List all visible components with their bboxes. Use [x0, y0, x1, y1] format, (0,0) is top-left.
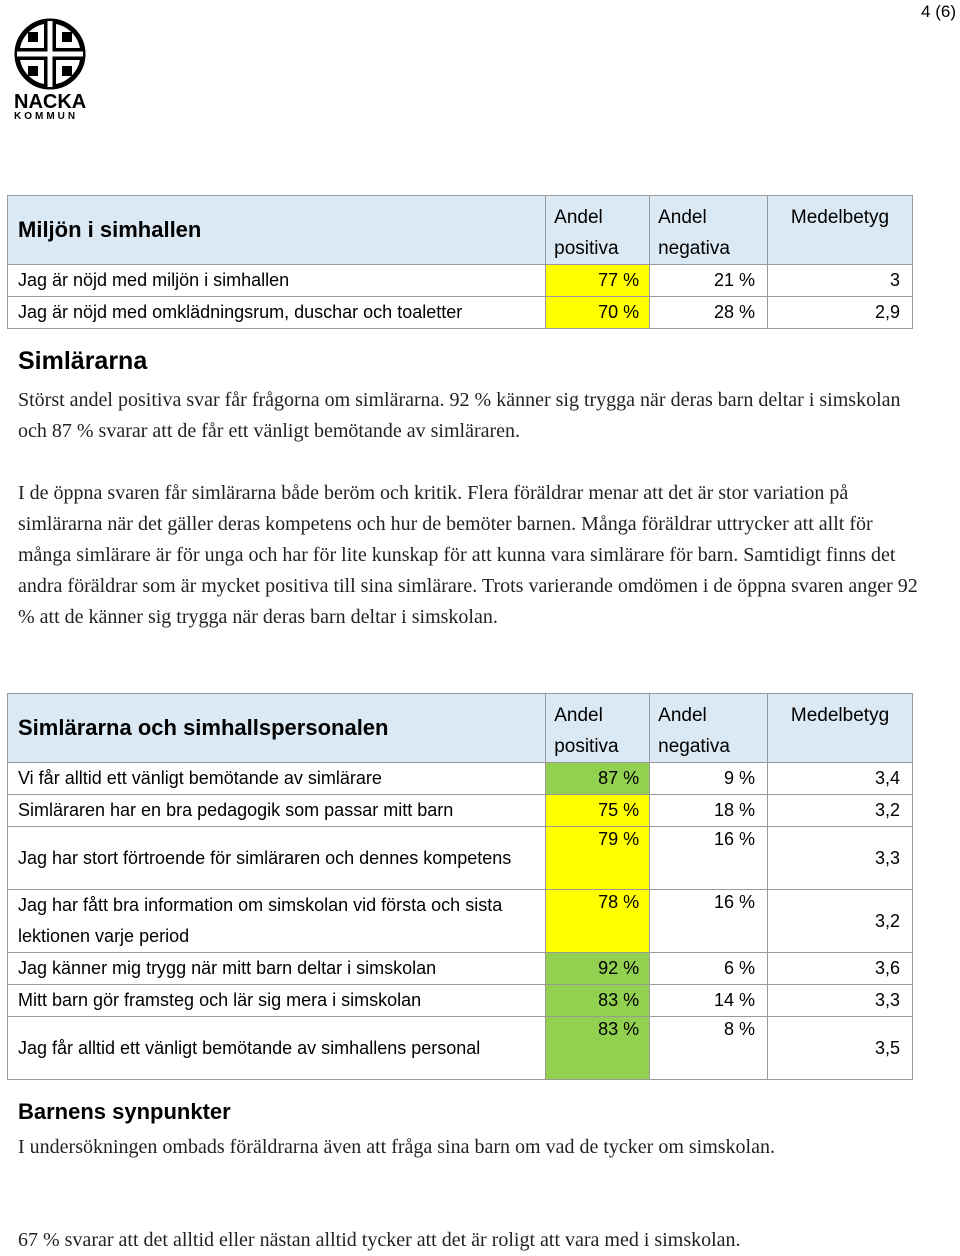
- table-title: Miljön i simhallen: [8, 196, 546, 265]
- question-cell: Jag är nöjd med omklädningsrum, duschar och toaletter: [8, 297, 546, 329]
- environment-table: [7, 195, 913, 329]
- teachers-table: [7, 693, 913, 1080]
- logo-name: NACKA: [14, 91, 87, 113]
- section-title: Simlärarna: [18, 347, 148, 375]
- table-row: [8, 763, 913, 795]
- negative-share-cell: 18 %: [650, 795, 768, 827]
- average-rating-cell: 3: [768, 265, 913, 297]
- col-negative-header: Andel negativa: [650, 196, 768, 265]
- question-cell: Jag får alltid ett vänligt bemötande av simhallens personal: [8, 1017, 546, 1080]
- negative-share-cell: 28 %: [650, 297, 768, 329]
- paragraph: I undersökningen ombads föräldrarna även att fråga sina barn om vad de tycker om simskolan.: [18, 1136, 775, 1158]
- positive-share-cell: 79 %: [546, 827, 650, 890]
- positive-share-cell: 87 %: [546, 763, 650, 795]
- page-number: 4 (6): [921, 2, 956, 21]
- average-rating-cell: 3,4: [768, 763, 913, 795]
- positive-share-cell: 92 %: [546, 953, 650, 985]
- negative-share-cell: 8 %: [650, 1017, 768, 1080]
- nacka-logo: [14, 18, 92, 122]
- negative-share-cell: 14 %: [650, 985, 768, 1017]
- table-header: [8, 196, 913, 265]
- positive-share-cell: 77 %: [546, 265, 650, 297]
- negative-share-cell: 9 %: [650, 763, 768, 795]
- positive-share-cell: 83 %: [546, 985, 650, 1017]
- average-rating-cell: 3,6: [768, 953, 913, 985]
- average-rating-cell: 3,5: [768, 1017, 913, 1080]
- question-cell: Jag har fått bra information om simskolan vid första och sista lektionen varje period: [8, 890, 546, 953]
- positive-share-cell: 70 %: [546, 297, 650, 329]
- negative-share-cell: 16 %: [650, 890, 768, 953]
- table-row: [8, 265, 913, 297]
- table-row: [8, 795, 913, 827]
- col-negative-header: Andel negativa: [650, 694, 768, 763]
- col-average-header: Medelbetyg: [768, 196, 913, 265]
- table-row: [8, 890, 913, 953]
- nacka-emblem-icon: [14, 18, 86, 90]
- logo-subtitle: KOMMUN: [14, 111, 79, 122]
- question-cell: Mitt barn gör framsteg och lär sig mera i simskolan: [8, 985, 546, 1017]
- paragraph: I de öppna svaren får simlärarna både beröm och kritik. Flera föräldrar menar att det är stor variation på simlärarna när det gäller deras kompetens och hur de bemöter barnen. Många föräldrar uttrycker att allt för många simlärare är för unga och har för lite kunskap för att kunna vara simlärare för barn. Samtidigt finns det andra föräldrar som är mycket positiva till sina simlärare. Trots varierande omdömen i de öppna svaren anger 92 % att de känner sig trygga när deras barn deltar i simskolan.: [18, 482, 918, 628]
- table-row: [8, 1017, 913, 1080]
- question-cell: Jag känner mig trygg när mitt barn deltar i simskolan: [8, 953, 546, 985]
- average-rating-cell: 3,3: [768, 985, 913, 1017]
- table-header: [8, 694, 913, 763]
- negative-share-cell: 21 %: [650, 265, 768, 297]
- table-row: [8, 297, 913, 329]
- positive-share-cell: 83 %: [546, 1017, 650, 1080]
- negative-share-cell: 16 %: [650, 827, 768, 890]
- question-cell: Jag är nöjd med miljön i simhallen: [8, 265, 546, 297]
- negative-share-cell: 6 %: [650, 953, 768, 985]
- average-rating-cell: 3,2: [768, 890, 913, 953]
- section-title: Barnens synpunkter: [18, 1099, 231, 1124]
- average-rating-cell: 3,2: [768, 795, 913, 827]
- average-rating-cell: 3,3: [768, 827, 913, 890]
- average-rating-cell: 2,9: [768, 297, 913, 329]
- col-positive-header: Andel positiva: [546, 694, 650, 763]
- table-title: Simlärarna och simhallspersonalen: [8, 694, 546, 763]
- paragraph: Störst andel positiva svar får frågorna om simlärarna. 92 % känner sig trygga när deras barn deltar i simskolan och 87 % svarar att de får ett vänligt bemötande av simläraren.: [18, 389, 901, 442]
- table-row: [8, 827, 913, 890]
- table-row: [8, 985, 913, 1017]
- paragraph: 67 % svarar att det alltid eller nästan alltid tycker att det är roligt att vara med i simskolan.: [18, 1229, 741, 1251]
- question-cell: Vi får alltid ett vänligt bemötande av simlärare: [8, 763, 546, 795]
- question-cell: Simläraren har en bra pedagogik som passar mitt barn: [8, 795, 546, 827]
- positive-share-cell: 75 %: [546, 795, 650, 827]
- col-average-header: Medelbetyg: [768, 694, 913, 763]
- positive-share-cell: 78 %: [546, 890, 650, 953]
- col-positive-header: Andel positiva: [546, 196, 650, 265]
- table-row: [8, 953, 913, 985]
- question-cell: Jag har stort förtroende för simläraren och dennes kompetens: [8, 827, 546, 890]
